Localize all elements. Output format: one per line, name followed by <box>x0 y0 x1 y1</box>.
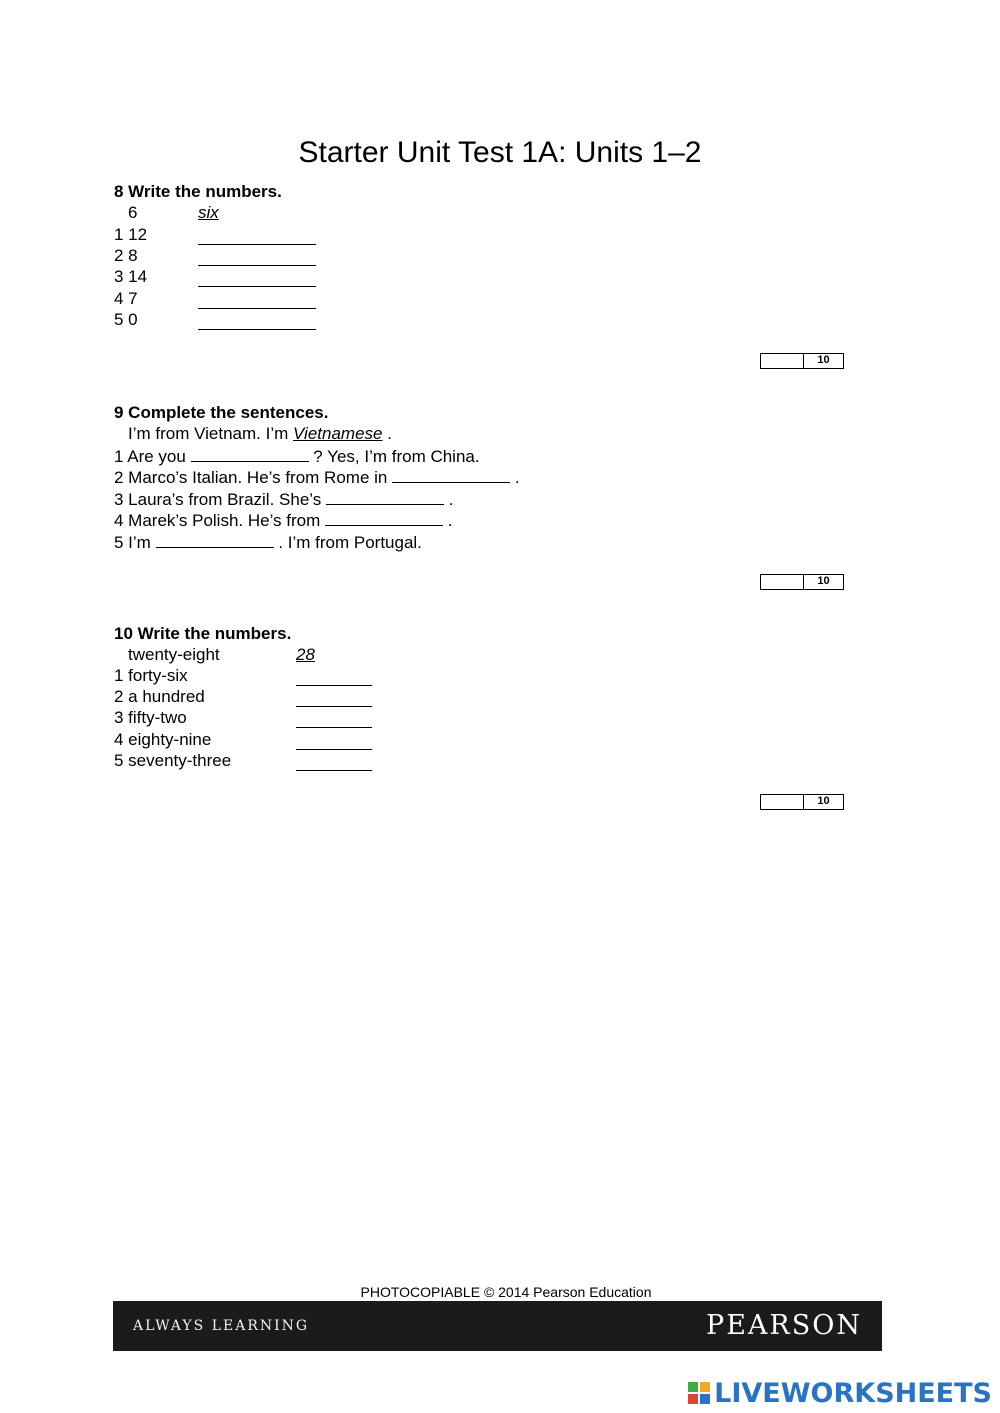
footer-band <box>113 1301 882 1351</box>
exercise-9-sentence <box>114 488 453 510</box>
score-box <box>760 353 844 369</box>
exercise-9-answer-field[interactable] <box>156 531 274 548</box>
exercise-9-answer-field[interactable] <box>392 466 510 483</box>
sentence-after: . <box>514 468 520 487</box>
sentence-before: 5 I’m <box>114 533 151 552</box>
score-total: 10 <box>817 575 830 587</box>
exercise-10-answer-field[interactable] <box>296 669 372 686</box>
score-box <box>760 574 844 590</box>
sentence-after: . <box>447 511 453 530</box>
exercise-10-answer-field[interactable] <box>296 733 372 750</box>
exercise-10-item-prompt: 3 fifty-two <box>114 708 187 727</box>
exercise-10-example-answer: 28 <box>296 645 315 664</box>
exercise-8-answer-field[interactable] <box>198 228 316 245</box>
exercise-8-answer-field[interactable] <box>198 292 316 309</box>
sentence-after: . I’m from Portugal. <box>278 533 422 552</box>
exercise-9-example-answer: Vietnamese <box>293 424 383 443</box>
exercise-10-answer-field[interactable] <box>296 754 372 771</box>
exercise-9-answer-field[interactable] <box>325 509 443 526</box>
exercise-9-sentence <box>114 509 452 531</box>
exercise-8-item-prompt: 3 14 <box>114 267 148 286</box>
page-title: Starter Unit Test 1A: Units 1–2 <box>298 136 702 169</box>
exercise-8-item-prompt: 5 0 <box>114 310 138 329</box>
score-total: 10 <box>817 354 830 366</box>
exercise-10-example-prompt: twenty-eight <box>128 645 220 664</box>
exercise-8-heading: 8 Write the numbers. <box>114 182 282 201</box>
exercise-8-item-prompt: 1 12 <box>114 225 148 244</box>
exercise-10-answer-field[interactable] <box>296 690 372 707</box>
exercise-8-example-answer: six <box>198 203 219 222</box>
exercise-10-item-prompt: 1 forty-six <box>114 666 188 685</box>
exercise-9-sentence <box>114 531 422 553</box>
exercise-9-example-after: . <box>387 424 392 443</box>
score-input-cell[interactable] <box>761 354 804 368</box>
sentence-before: 3 Laura’s from Brazil. She’s <box>114 490 322 509</box>
exercise-9-sentence <box>114 466 520 488</box>
exercise-9-example-before: I’m from Vietnam. I’m <box>128 424 289 443</box>
exercise-8-answer-field[interactable] <box>198 270 316 287</box>
exercise-9-heading: 9 Complete the sentences. <box>114 403 329 422</box>
sentence-before: 4 Marek’s Polish. He’s from <box>114 511 321 530</box>
liveworksheets-logo-icon <box>688 1382 710 1404</box>
exercise-8-item-prompt: 4 7 <box>114 289 138 308</box>
exercise-10-item-prompt: 5 seventy-three <box>114 751 232 770</box>
brand-logo: PEARSON <box>706 1310 862 1341</box>
exercise-8-answer-field[interactable] <box>198 313 316 330</box>
exercise-9-example <box>128 424 392 444</box>
sentence-before: 1 Are you <box>114 447 186 466</box>
sentence-before: 2 Marco’s Italian. He’s from Rome in <box>114 468 388 487</box>
score-box <box>760 794 844 810</box>
exercise-10-heading: 10 Write the numbers. <box>114 624 292 643</box>
exercise-10-item-prompt: 4 eighty-nine <box>114 730 212 749</box>
exercise-8-item-prompt: 2 8 <box>114 246 138 265</box>
sentence-after: ? Yes, I’m from China. <box>313 447 480 466</box>
score-input-cell[interactable] <box>761 795 804 809</box>
exercise-8-answer-field[interactable] <box>198 249 316 266</box>
copyright-note: PHOTOCOPIABLE © 2014 Pearson Education <box>360 1284 652 1300</box>
exercise-9-answer-field[interactable] <box>326 488 444 505</box>
sentence-after: . <box>448 490 454 509</box>
exercise-9-sentence <box>114 445 480 467</box>
exercise-9-answer-field[interactable] <box>191 445 309 462</box>
tagline: ALWAYS LEARNING <box>133 1318 310 1334</box>
liveworksheets-watermark <box>688 1377 992 1409</box>
score-total: 10 <box>817 795 830 807</box>
exercise-8-example-prompt: 6 <box>128 203 138 222</box>
score-input-cell[interactable] <box>761 575 804 589</box>
exercise-10-answer-field[interactable] <box>296 711 372 728</box>
watermark-text: LIVEWORKSHEETS <box>714 1377 992 1409</box>
exercise-10-item-prompt: 2 a hundred <box>114 687 205 706</box>
